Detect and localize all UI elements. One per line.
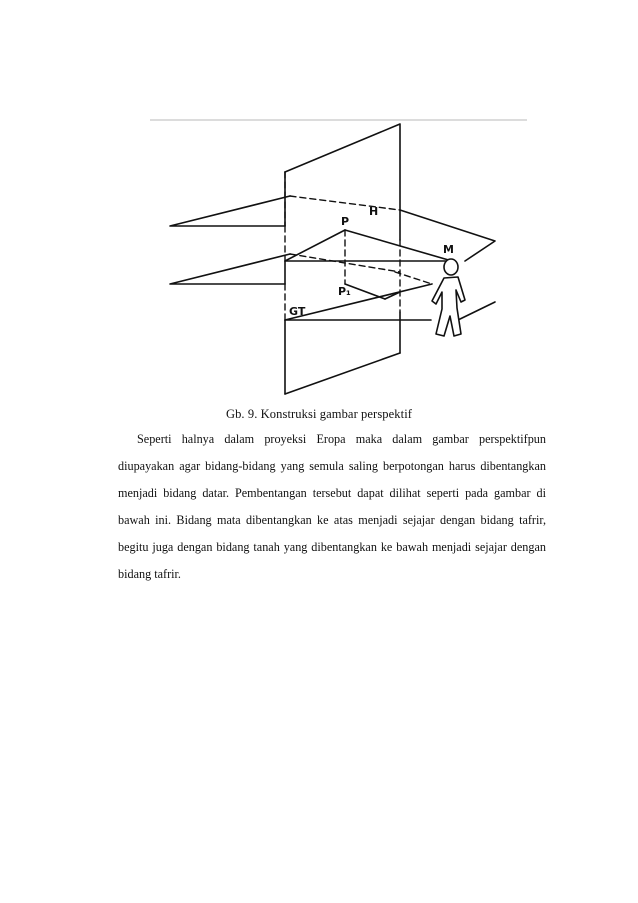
label-gt: GT	[289, 305, 306, 318]
p-line	[285, 230, 345, 261]
picture-plane-bottom-edge	[285, 353, 400, 394]
observer-head	[444, 259, 458, 275]
figure-caption: Gb. 9. Konstruksi gambar perspektif	[225, 407, 413, 421]
label-h: H	[369, 205, 379, 218]
body-text	[118, 426, 546, 588]
observer-body	[432, 277, 465, 336]
label-m: M	[443, 243, 454, 256]
p1-line	[345, 284, 385, 299]
m-sight-line	[345, 230, 452, 261]
horizon-plane-left	[170, 196, 290, 226]
label-p1: P₁	[338, 285, 351, 298]
hidden-horizon-back	[290, 196, 400, 210]
paragraph: Seperti halnya dalam proyeksi Eropa maka dalam gambar perspektifpun diupayakan agar bidang-bidang yang semula saling berpotongan harus dibentangkan menjadi bidang datar. Pembentangan tersebut dapat dilihat seperti pada gambar di bawah ini. Bidang mata dibentangkan ke atas menjadi sejajar dengan bidang tafrir, begitu juga dengan bidang tanah yang dibentangkan ke bawah menjadi sejajar dengan bidang tafrir.	[118, 432, 546, 581]
ground-plane-right	[458, 302, 495, 320]
label-p: P	[341, 215, 350, 228]
perspective-diagram	[140, 112, 540, 402]
observer-figure	[432, 259, 465, 336]
ground-plane-left	[170, 254, 290, 284]
perspective-construction-figure	[140, 112, 540, 402]
